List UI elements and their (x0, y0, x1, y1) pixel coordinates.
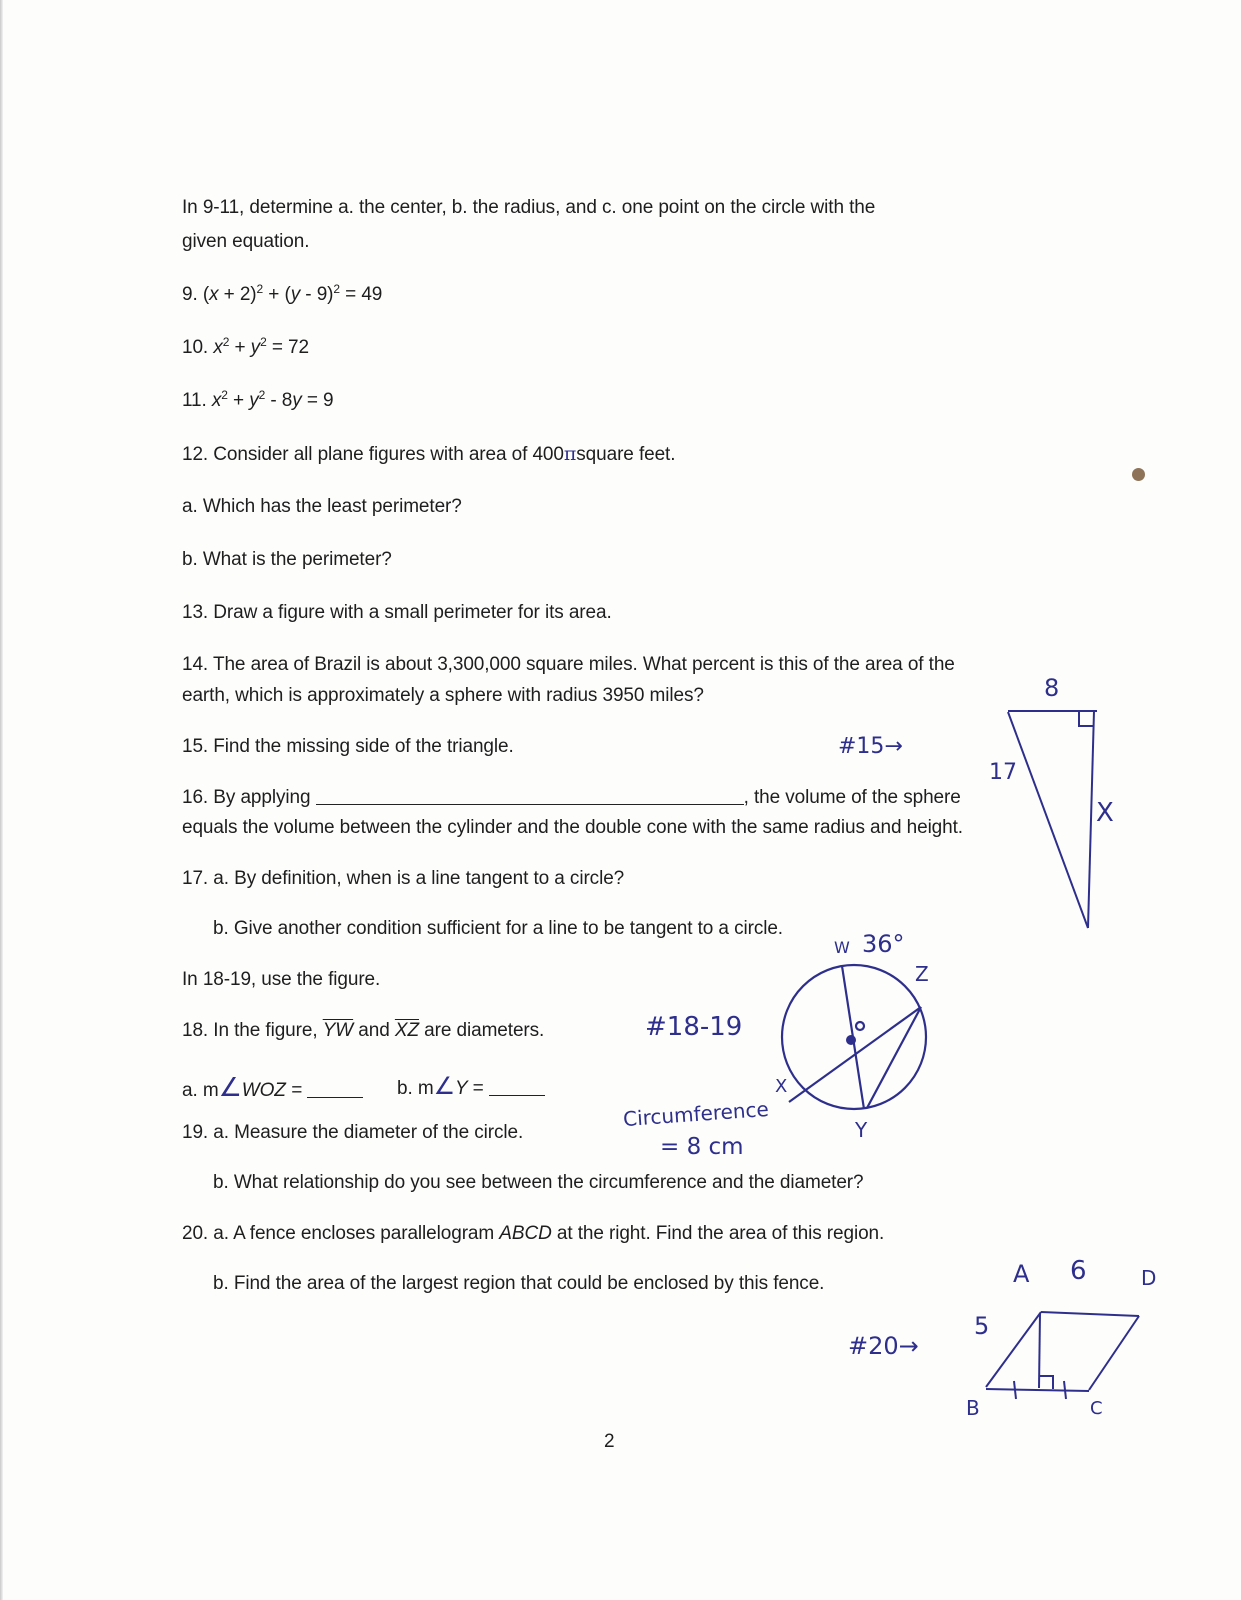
parallelogram-label-d: D (1141, 1266, 1157, 1290)
question-12: 12. Consider all plane figures with area of 400πsquare feet. (182, 443, 676, 465)
question-19b: b. What relationship do you see between the circumference and the diameter? (213, 1172, 864, 1193)
segment-yw: $\overline{YW}$ (322, 1020, 354, 1041)
hand-tag-20: #20→ (848, 1332, 919, 1360)
question-18b: b. m∠Y = (397, 1072, 545, 1101)
triangle-label-8: 8 (1044, 674, 1060, 702)
hand-circumference-label: Circumference (622, 1096, 770, 1132)
circle-label-w: W (834, 938, 850, 957)
question-12b: b. What is the perimeter? (182, 549, 392, 570)
question-10: 10. $x^2 + y^2 = 72$ (182, 335, 309, 358)
parallelogram-label-6: 6 (1070, 1256, 1087, 1286)
hand-circumference-value: = 8 cm (660, 1134, 744, 1160)
segment-xz: $\overline{XZ}$ (394, 1020, 419, 1041)
question-17a: 17. a. By definition, when is a line tangent to a circle? (182, 868, 625, 889)
question-18a: a. m∠WOZ = (182, 1072, 363, 1103)
question-19a: 19. a. Measure the diameter of the circle. (182, 1122, 524, 1143)
question-20a: 20. a. A fence encloses parallelogram ABCD at the right. Find the area of this region. (182, 1223, 885, 1244)
parallelogram-label-c: C (1090, 1398, 1103, 1419)
intro-18-19: In 18-19, use the figure. (182, 969, 381, 990)
circle-label-x: X (775, 1076, 788, 1097)
question-11: 11. $x^2 + y^2 - 8y = 9$ (182, 388, 334, 411)
question-13: 13. Draw a figure with a small perimeter for its area. (182, 602, 612, 623)
question-9: 9. $(x + 2)^2 + (y - 9)^2 = 49$ (182, 282, 383, 305)
triangle-label-x: X (1096, 798, 1114, 828)
parallelogram-label-b: B (966, 1396, 980, 1420)
intro-9-11-line2: given equation. (182, 231, 310, 252)
question-16-line2: equals the volume between the cylinder and the double cone with the same radius and height. (182, 817, 963, 838)
question-15: 15. Find the missing side of the triangle. (182, 736, 514, 757)
intro-9-11-line1: In 9-11, determine a. the center, b. the radius, and c. one point on the circle with the (182, 197, 876, 218)
circle-label-z: Z (915, 962, 929, 986)
question-17b: b. Give another condition sufficient for a line to be tangent to a circle. (213, 918, 783, 939)
question-16-line1: 16. By applying , the volume of the sphere (182, 787, 961, 808)
question-14-line2: earth, which is approximately a sphere with radius 3950 miles? (182, 685, 704, 706)
question-14-line1: 14. The area of Brazil is about 3,300,000 square miles. What percent is this of the area of the (182, 654, 955, 675)
parallelogram-label-a: A (1013, 1260, 1030, 1288)
parallelogram-label-5: 5 (974, 1312, 990, 1340)
hand-tag-15: #15→ (838, 734, 903, 759)
pi-symbol: π (563, 443, 577, 465)
hand-tag-18-19: #18-19 (645, 1012, 743, 1042)
page-number: 2 (604, 1431, 615, 1452)
question-12a: a. Which has the least perimeter? (182, 496, 462, 517)
triangle-label-17: 17 (989, 760, 1017, 785)
question-20b: b. Find the area of the largest region that could be enclosed by this fence. (213, 1273, 825, 1294)
circle-arc-36: 36° (862, 930, 905, 958)
circle-label-y: Y (855, 1118, 868, 1142)
question-18: 18. In the figure, $\overline{YW}$ and $\overline{XZ}$ are diameters. (182, 1020, 545, 1041)
